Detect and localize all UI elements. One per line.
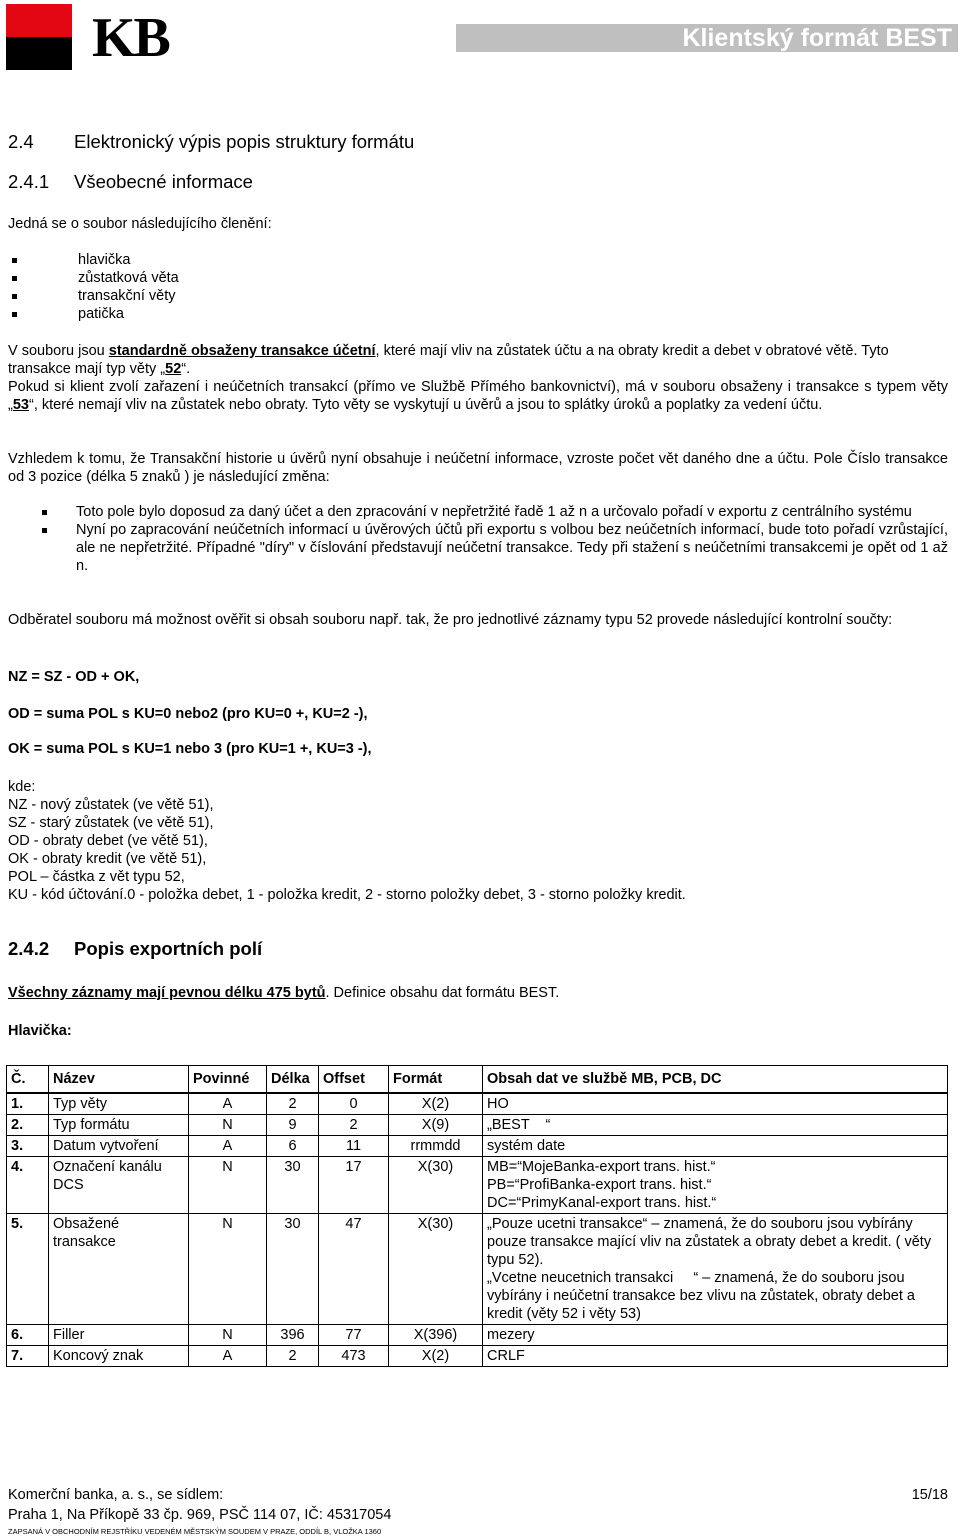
column-header-required: Povinné [189,1066,267,1094]
cell-name: Označení kanálu DCS [49,1157,189,1214]
list-item: transakční věty [10,287,179,305]
table-row [7,1346,948,1367]
cell-content: „BEST “ [483,1115,948,1136]
cell-content: HO [483,1093,948,1115]
footer-registry: ZAPSANÁ V OBCHODNÍM REJSTŘÍKU VEDENÉM MĚSTSKÝM SOUDEM V PRAZE, ODDÍL B, VLOŽKA 1360 [8,1527,382,1536]
cell-number: 2. [7,1115,49,1136]
cell-offset: 0 [319,1093,389,1115]
definitions-list [8,796,686,904]
paragraph-accounting-transactions: V souboru jsou standardně obsaženy transakce účetní, které mají vliv na zůstatek účtu a na obraty kredit a debet v obratové větě. Tyto transakce mají typ věty „52“. [8,343,889,377]
cell-offset: 47 [319,1214,389,1325]
section-heading-2-4-1: 2.4.1 Všeobecné informace [8,171,253,192]
hlavicka-label: Hlavička: [8,1023,72,1039]
cell-number: 7. [7,1346,49,1367]
table-row [7,1157,948,1214]
cell-name: Typ formátu [49,1115,189,1136]
content-line: PB=“ProfiBanka-export trans. hist.“ [487,1177,712,1193]
content-line: MB=“MojeBanka-export trans. hist.“ [487,1159,716,1175]
cell-required: A [189,1346,267,1367]
cell-content: systém date [483,1136,948,1157]
cell-offset: 17 [319,1157,389,1214]
cell-required: A [189,1093,267,1115]
list-item: zůstatková věta [10,269,179,287]
cell-name: Obsažené transakce [49,1214,189,1325]
column-header-offset: Offset [319,1066,389,1094]
formula-od: OD = suma POL s KU=0 nebo2 (pro KU=0 +, KU=2 -), [8,706,368,722]
cell-length: 396 [267,1325,319,1346]
cell-name: Typ věty [49,1093,189,1115]
cell-length: 2 [267,1093,319,1115]
cell-required: N [189,1325,267,1346]
list-item: patička [10,305,179,323]
changes-list [40,503,948,575]
cell-format: X(9) [389,1115,483,1136]
section-heading-2-4-2: 2.4.2 Popis exportních polí [8,938,263,959]
cell-offset: 2 [319,1115,389,1136]
list-item: KU - kód účtování.0 - položka debet, 1 - položka kredit, 2 - storno položky debet, 3 - storno položky kredit. [8,887,686,903]
cell-name: Filler [49,1325,189,1346]
content-line: „Vcetne neucetnich transakci “ – znamená, že do souboru jsou vybírány i neúčetní transakce bez vlivu na zůstatek, obraty debet a kredit (věty 52 i věty 53) [487,1270,920,1322]
column-header-number: Č. [7,1066,49,1094]
cell-number: 5. [7,1214,49,1325]
paragraph-transaction-number: Vzhledem k tomu, že Transakční historie u úvěrů nyní obsahuje i neúčetní informace, vzroste počet vět daného dne a účtu. Pole Číslo transakce od 3 pozice (délka 5 znaků ) je následující změna: [8,451,948,485]
formula-ok: OK = suma POL s KU=1 nebo 3 (pro KU=1 +, KU=3 -), [8,741,372,757]
column-header-length: Délka [267,1066,319,1094]
cell-content [483,1157,948,1214]
cell-content [483,1214,948,1325]
page-number: 15/18 [911,1487,948,1503]
cell-length: 9 [267,1115,319,1136]
table-row [7,1115,948,1136]
cell-number: 1. [7,1093,49,1115]
cell-required: N [189,1115,267,1136]
table-header-row [7,1066,948,1094]
cell-format: X(30) [389,1214,483,1325]
footer-address: Praha 1, Na Příkopě 33 čp. 969, PSČ 114 07, IČ: 45317054 [8,1507,392,1523]
column-header-content: Obsah dat ve službě MB, PCB, DC [483,1066,948,1094]
cell-offset: 11 [319,1136,389,1157]
list-item: hlavička [10,251,179,269]
cell-offset: 77 [319,1325,389,1346]
cell-format: X(2) [389,1346,483,1367]
list-item: Toto pole bylo doposud za daný účet a den zpracování v nepřetržité řadě 1 až n a určovalo pořadí v exportu z centrálního systému [40,503,948,521]
cell-number: 6. [7,1325,49,1346]
content-line: DC=“PrimyKanal-export trans. hist.“ [487,1195,717,1211]
cell-content: mezery [483,1325,948,1346]
section-heading-2-4: 2.4 Elektronický výpis popis struktury formátu [8,131,415,152]
cell-length: 6 [267,1136,319,1157]
column-header-format: Formát [389,1066,483,1094]
cell-number: 3. [7,1136,49,1157]
list-item: Nyní po zapracování neúčetních informací u úvěrových účtů při exportu s volbou bez neúčetních informací, bude toto pořadí vzrůstající, ale ne nepřetržité. Případné "díry" v číslování představují neúčetní transakce. Tedy při stažení s neúčetními transakcemi je opět od 1 až n. [40,521,948,575]
cell-length: 30 [267,1214,319,1325]
header-record-table [6,1065,948,1367]
footer-company: Komerční banka, a. s., se sídlem: [8,1487,224,1503]
cell-name: Koncový znak [49,1346,189,1367]
list-item: NZ - nový zůstatek (ve větě 51), [8,797,214,813]
cell-content: CRLF [483,1346,948,1367]
cell-number: 4. [7,1157,49,1214]
cell-name: Datum vytvoření [49,1136,189,1157]
fixed-length-note: Všechny záznamy mají pevnou délku 475 bytů. Definice obsahu dat formátu BEST. [8,985,560,1001]
content-line: „Pouze ucetni transakce“ – znamená, že do souboru jsou vybírány pouze transakce mající vliv na zůstatek a obraty debet a kredit. ( věty typu 52). [487,1216,936,1268]
paragraph-control-sums: Odběratel souboru má možnost ověřit si obsah souboru např. tak, že pro jednotlivé záznamy typu 52 provede následující kontrolní součty: [8,612,893,628]
document-title-bar: Klientský formát BEST [456,24,958,52]
kb-logo-mark [6,4,72,70]
file-parts-list [10,251,179,323]
list-item: OK - obraty kredit (ve větě 51), [8,851,207,867]
cell-length: 2 [267,1346,319,1367]
cell-format: X(396) [389,1325,483,1346]
table-row [7,1325,948,1346]
list-item: OD - obraty debet (ve větě 51), [8,833,208,849]
table-row [7,1214,948,1325]
list-item: SZ - starý zůstatek (ve větě 51), [8,815,214,831]
list-item: POL – částka z vět typu 52, [8,869,185,885]
cell-required: A [189,1136,267,1157]
cell-format: X(30) [389,1157,483,1214]
table-row [7,1093,948,1115]
cell-offset: 473 [319,1346,389,1367]
cell-format: rrmmdd [389,1136,483,1157]
formula-nz: NZ = SZ - OD + OK, [8,669,140,685]
cell-format: X(2) [389,1093,483,1115]
cell-required: N [189,1214,267,1325]
kb-logo-text: KB [92,7,169,69]
kde-label: kde: [8,779,36,795]
cell-length: 30 [267,1157,319,1214]
column-header-name: Název [49,1066,189,1094]
paragraph-non-accounting-transactions: Pokud si klient zvolí zařazení i neúčetních transakcí (přímo ve Službě Přímého bankovnictví), má v souboru obsaženy i transakce s typem věty „53“, které nemají vliv na zůstatek nebo obraty. Tyto věty se vyskytují u úvěrů a jsou to splátky úroků a poplatky za vedení účtu. [8,379,948,413]
cell-required: N [189,1157,267,1214]
intro-text: Jedná se o soubor následujícího členění: [8,216,272,232]
table-row [7,1136,948,1157]
